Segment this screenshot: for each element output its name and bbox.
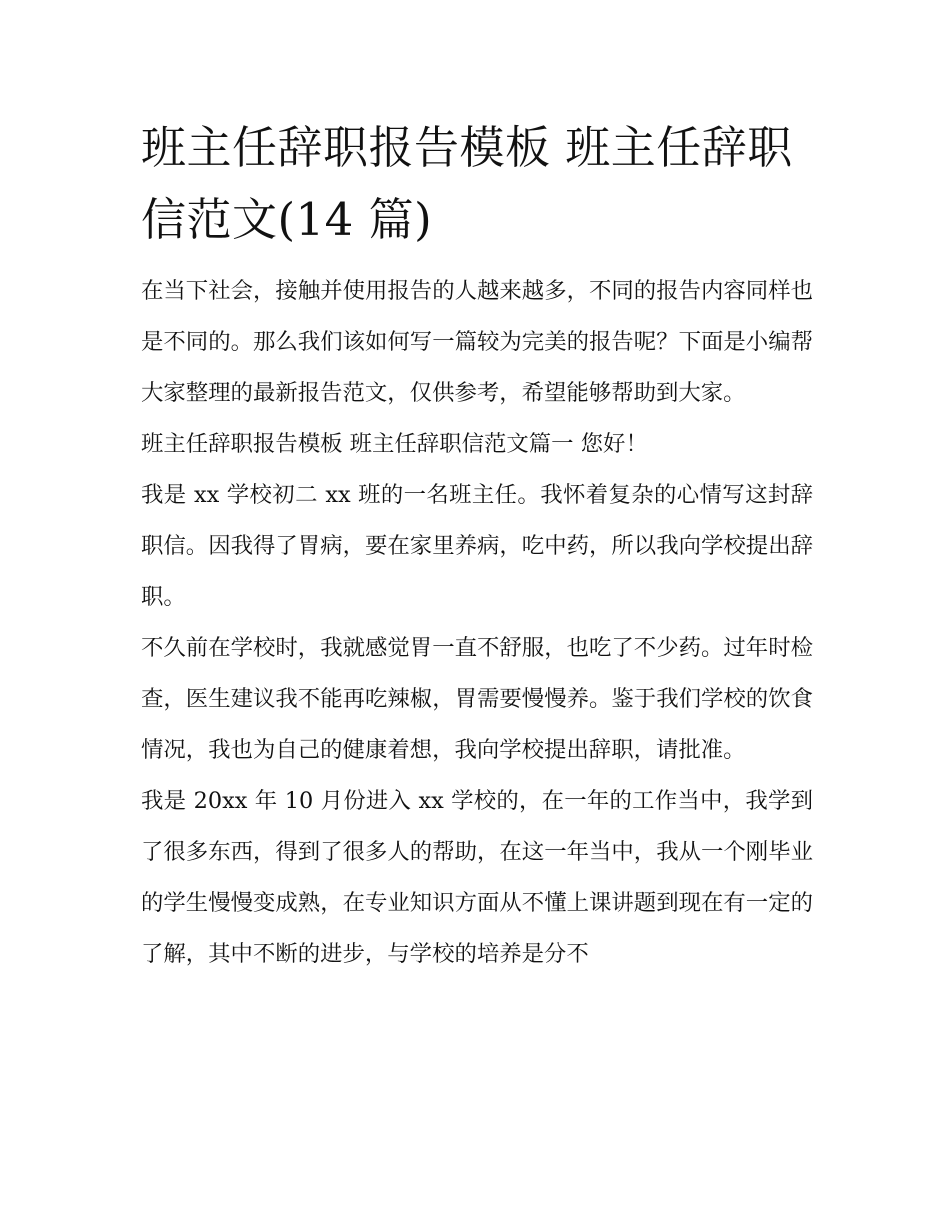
document-page [141,112,813,980]
paragraph-reason: 不久前在学校时，我就感觉胃一直不舒服，也吃了不少药。过年时检查，医生建议我不能再吃辣椒，胃需要慢慢养。鉴于我们学校的饮食情况，我也为自己的健康着想，我向学校提出辞职，请批准。 [141,635,813,763]
paragraph-self-introduction: 我是 xx 学校初二 xx 班的一名班主任。我怀着复杂的心情写这封辞职信。因我得了胃病，要在家里养病，吃中药，所以我向学校提出辞职。 [141,482,813,610]
paragraph-intro: 在当下社会，接触并使用报告的人越来越多，不同的报告内容同样也是不同的。那么我们该如何写一篇较为完美的报告呢？下面是小编帮大家整理的最新报告范文，仅供参考，希望能够帮助到大家。 [141,278,813,406]
document-title: 班主任辞职报告模板 班主任辞职信范文(14 篇) [141,121,793,246]
paragraph-experience: 我是 20xx 年 10 月份进入 xx 学校的，在一年的工作当中，我学到了很多东西，得到了很多人的帮助，在这一年当中，我从一个刚毕业的学生慢慢变成熟，在专业知识方面从不懂上课讲题到现在有一定的了解，其中不断的进步，与学校的培养是分不 [141,788,813,967]
paragraph-heading-greeting: 班主任辞职报告模板 班主任辞职信范文篇一 您好！ [141,431,648,457]
